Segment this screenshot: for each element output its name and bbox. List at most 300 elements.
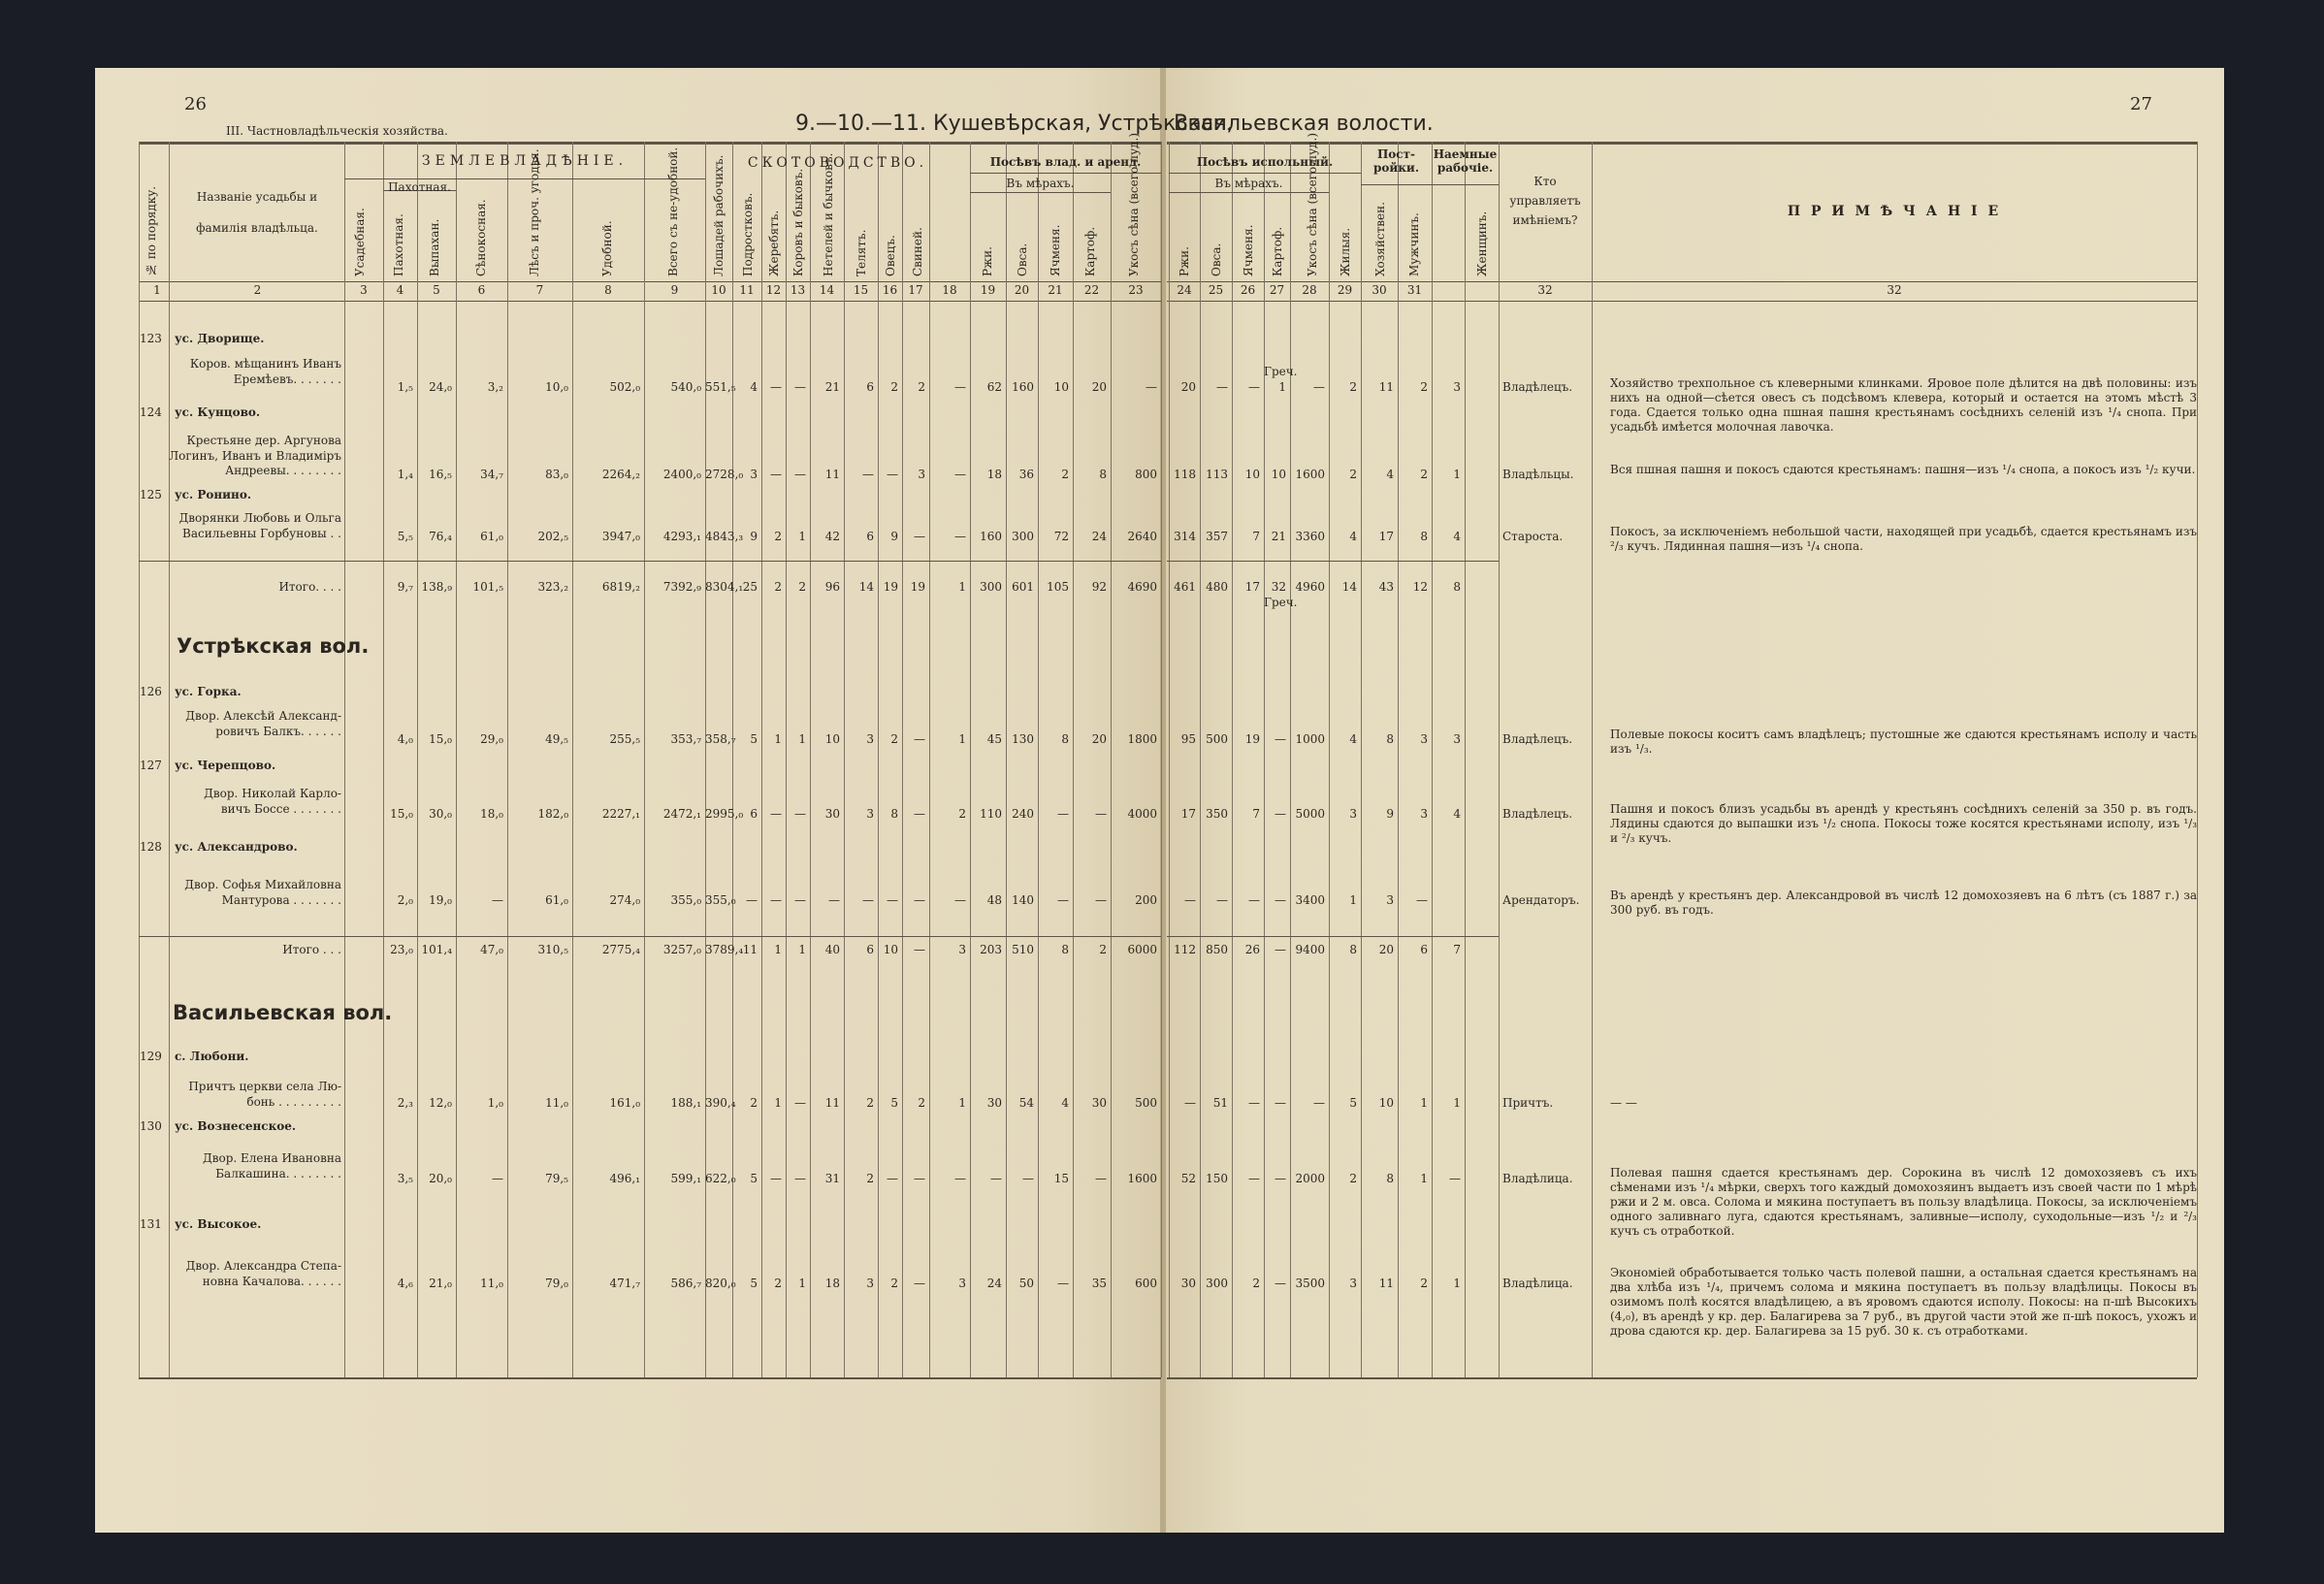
table-cell: — xyxy=(794,807,806,821)
table-cell: 274,₀ xyxy=(609,893,640,907)
table-cell: 118 xyxy=(1174,468,1196,481)
col-head-loshadi: Лошадей рабочихъ. xyxy=(712,154,726,276)
table-cell: 23,₀ xyxy=(390,943,413,956)
table-cell: 350 xyxy=(1206,807,1228,821)
table-cell: 26 xyxy=(1244,943,1260,956)
rule-line xyxy=(344,178,705,179)
owner-line: Еремѣевъ. . . . . . . xyxy=(233,372,341,386)
table-cell: 2 xyxy=(1099,943,1107,956)
estate-name: ус. Александрово. xyxy=(175,840,298,854)
table-cell: 8 xyxy=(1420,530,1428,543)
owner-line: Двор. Елена Ивановна xyxy=(202,1151,341,1165)
table-cell: — xyxy=(1057,807,1069,821)
manager-cell: Арендаторъ. xyxy=(1502,893,1580,907)
table-cell: 255,₅ xyxy=(609,732,640,746)
table-cell: 7392,₉ xyxy=(662,580,701,594)
col-head-notes: П Р И М Ѣ Ч А Н І Е xyxy=(1787,204,2002,219)
column-number: 19 xyxy=(980,283,996,297)
column-line xyxy=(417,142,418,1377)
table-cell: 4000 xyxy=(1127,807,1157,821)
table-cell: 2 xyxy=(1420,380,1428,394)
column-line xyxy=(1038,142,1039,1377)
col-head-sown-sub: Въ мѣрахъ. xyxy=(1006,177,1075,190)
table-cell: 8 xyxy=(1099,468,1107,481)
table-cell: 480 xyxy=(1206,580,1228,594)
rule-line xyxy=(139,281,1161,282)
table-cell: 8 xyxy=(1061,943,1069,956)
rule-line xyxy=(1361,184,1499,185)
table-cell: 5 xyxy=(750,1172,758,1185)
table-cell: 4 xyxy=(750,380,758,394)
manager-cell: Владѣльцы. xyxy=(1502,468,1574,481)
table-cell: — xyxy=(1216,380,1228,394)
column-number: 25 xyxy=(1208,283,1224,297)
table-cell: 17 xyxy=(1244,580,1260,594)
column-number: 3 xyxy=(360,283,368,297)
table-cell: 6 xyxy=(866,380,874,394)
row-number: 124 xyxy=(140,405,162,419)
table-cell: 5,₅ xyxy=(397,530,413,543)
table-cell: 7 xyxy=(1252,807,1260,821)
table-cell: 42 xyxy=(824,530,840,543)
table-cell: 19 xyxy=(1244,732,1260,746)
col-head-ovtsy: Овецъ. xyxy=(884,235,897,276)
column-number: 28 xyxy=(1302,283,1317,297)
table-cell: — xyxy=(1248,1096,1260,1110)
table-cell: 76,₄ xyxy=(429,530,452,543)
owner-line: Крестьяне дер. Аргунова xyxy=(186,434,341,447)
table-cell: 4,₀ xyxy=(397,732,413,746)
column-number: 9 xyxy=(670,283,679,297)
col-head-kartof2: Картоф. xyxy=(1271,226,1284,276)
estate-name: ус. Вознесенское. xyxy=(175,1119,297,1133)
table-cell: 6 xyxy=(750,807,758,821)
table-cell: 8 xyxy=(1349,943,1357,956)
table-cell: 45 xyxy=(986,732,1002,746)
table-cell: 30 xyxy=(1180,1277,1196,1290)
table-cell: 10,₀ xyxy=(545,380,568,394)
table-cell: 4 xyxy=(1386,468,1394,481)
table-cell: 8304,₁ xyxy=(705,580,744,594)
column-number: 32 xyxy=(1887,283,1902,297)
table-cell: 20 xyxy=(1091,380,1107,394)
table-cell: 2 xyxy=(798,580,806,594)
col-head-svinei: Свиней. xyxy=(911,227,924,276)
table-cell: 4293,₁ xyxy=(662,530,701,543)
owner-line: новна Качалова. . . . . . xyxy=(202,1275,341,1288)
table-cell: 130 xyxy=(1012,732,1034,746)
column-number: 16 xyxy=(882,283,898,297)
table-cell: 24 xyxy=(986,1277,1002,1290)
table-cell: 200 xyxy=(1135,893,1157,907)
column-number: 17 xyxy=(908,283,923,297)
table-cell: 2 xyxy=(1349,1172,1357,1185)
table-cell: 3360 xyxy=(1295,530,1325,543)
table-cell: 35 xyxy=(1091,1277,1107,1290)
table-cell: 160 xyxy=(1012,380,1034,394)
remark-cell: Пашня и покосъ близъ усадьбы въ арендѣ у крестьянъ сосѣднихъ селеній за 350 р. въ годъ. Лядины сдаются до выпашки изъ ¹/₂ снопа. Покосы тоже косятся крестьянами исполу, изъ ¹/₃ и ²/₃ кучъ. xyxy=(1610,802,2197,845)
total-label: Итого . . . xyxy=(282,943,341,956)
table-cell: 17 xyxy=(1180,807,1196,821)
table-cell: 600 xyxy=(1135,1277,1157,1290)
table-cell: 300 xyxy=(1012,530,1034,543)
table-cell: 300 xyxy=(1206,1277,1228,1290)
table-cell: — xyxy=(914,1277,925,1290)
remark-cell: Въ арендѣ у крестьянъ дер. Александровой въ числѣ 12 домохозяевъ на 6 лѣтъ (съ 1887 г.) за 300 руб. въ годъ. xyxy=(1610,889,2197,917)
table-cell: 2 xyxy=(1349,380,1357,394)
table-cell: 3 xyxy=(1453,380,1461,394)
col-head-oves: Овса. xyxy=(1016,242,1029,276)
col-head-ukos2: Укосъ сѣна (всего пуд.) xyxy=(1306,132,1319,276)
col-head-udobn: Удобной. xyxy=(600,220,614,276)
table-cell: — xyxy=(1275,1096,1286,1110)
table-cell: — xyxy=(770,468,782,481)
row-number: 123 xyxy=(140,332,162,345)
column-number: 5 xyxy=(433,283,440,297)
table-cell: 8 xyxy=(890,807,898,821)
table-cell: 160 xyxy=(980,530,1002,543)
table-cell: 240 xyxy=(1012,807,1034,821)
table-cell: 500 xyxy=(1135,1096,1157,1110)
table-cell: — xyxy=(1275,807,1286,821)
table-cell: 9 xyxy=(750,530,758,543)
table-cell: — xyxy=(1248,380,1260,394)
table-cell: 3947,₀ xyxy=(601,530,640,543)
manager-cell: Владѣлецъ. xyxy=(1502,732,1573,746)
col-head-who-c: имѣніемъ? xyxy=(1512,213,1578,227)
table-cell: 2227,₁ xyxy=(601,807,640,821)
column-line xyxy=(929,142,930,1377)
table-cell: 72 xyxy=(1053,530,1069,543)
table-cell: 1 xyxy=(798,943,806,956)
column-line xyxy=(1398,142,1399,1377)
estate-name: ус. Дворище. xyxy=(175,332,265,345)
column-line xyxy=(1499,142,1500,1377)
table-cell: 2 xyxy=(890,380,898,394)
table-cell: 203 xyxy=(980,943,1002,956)
table-cell: 182,₀ xyxy=(537,807,568,821)
table-cell: 5 xyxy=(750,732,758,746)
col-head-sown-group: Посѣвъ влад. и аренд. xyxy=(989,155,1142,169)
table-cell: 2 xyxy=(1349,468,1357,481)
table-cell: — xyxy=(1184,893,1196,907)
table-cell: — xyxy=(492,1172,503,1185)
table-cell: 8 xyxy=(1386,732,1394,746)
table-cell: 5000 xyxy=(1295,807,1325,821)
col-head-podrostki: Подростковъ. xyxy=(741,192,755,276)
column-number: 1 xyxy=(153,283,161,297)
table-cell: 12 xyxy=(1412,580,1428,594)
table-cell: 2,₀ xyxy=(397,893,413,907)
table-cell: 10 xyxy=(1244,468,1260,481)
owner-line: Логинъ, Иванъ и Владиміръ xyxy=(169,449,341,463)
table-cell: 62 xyxy=(986,380,1002,394)
table-cell: 9,₇ xyxy=(397,580,413,594)
table-cell: 3 xyxy=(866,1277,874,1290)
table-cell: 1 xyxy=(798,1277,806,1290)
table-cell: 36 xyxy=(1018,468,1034,481)
column-line xyxy=(844,142,845,1377)
estate-name: ус. Кунцово. xyxy=(175,405,261,419)
table-cell: 599,₁ xyxy=(670,1172,701,1185)
remark-cell: Покосъ, за исключеніемъ небольшой части, находящей при усадьбѣ, сдается крестьянамъ изъ ²/₃ кучъ. Лядинная пашня—изъ ¹/₄ снопа. xyxy=(1610,525,2197,553)
table-cell: — xyxy=(914,732,925,746)
rule-line xyxy=(139,142,1161,145)
table-cell: 47,₀ xyxy=(480,943,503,956)
table-cell: 11 xyxy=(742,943,758,956)
table-cell: 601 xyxy=(1012,580,1034,594)
table-cell: 2640 xyxy=(1127,530,1157,543)
table-cell: 9400 xyxy=(1295,943,1325,956)
owner-line: ровичъ Балкъ. . . . . . xyxy=(215,725,341,738)
table-cell: — xyxy=(1146,380,1157,394)
rule-line xyxy=(1167,301,2197,302)
column-line xyxy=(169,142,170,1377)
col-head-vypakh: Выпахан. xyxy=(428,218,441,276)
column-line xyxy=(1329,142,1330,1377)
owner-line: Коров. мѣщанинъ Иванъ xyxy=(189,357,341,371)
column-number: 22 xyxy=(1083,283,1100,297)
column-line xyxy=(1161,142,1162,1377)
table-cell: 1,₅ xyxy=(397,380,413,394)
col-head-land-group: ЗЕМЛЕВЛАДѢНІЕ. xyxy=(421,153,629,169)
owner-line: Двор. Александра Степа- xyxy=(185,1259,341,1273)
table-cell: 357 xyxy=(1206,530,1228,543)
table-cell: 113 xyxy=(1206,468,1228,481)
table-cell: 3789,₄ xyxy=(705,943,744,956)
table-cell: 31 xyxy=(824,1172,840,1185)
rule-line xyxy=(1167,1377,2197,1379)
column-line xyxy=(761,142,762,1377)
table-cell: 21,₀ xyxy=(429,1277,452,1290)
col-head-rzh2: Ржи. xyxy=(1178,246,1191,276)
total-label: Итого. . . . xyxy=(278,580,341,594)
page-number-right: 27 xyxy=(2130,94,2152,114)
column-line xyxy=(2197,142,2198,1377)
col-head-who-a: Кто xyxy=(1533,175,1557,188)
table-cell: 161,₀ xyxy=(609,1096,640,1110)
table-cell: 20,₀ xyxy=(429,1172,452,1185)
col-head-who-b: управляетъ xyxy=(1509,194,1581,208)
column-number: 11 xyxy=(739,283,755,297)
col-head-name-b: фамилія владѣльца. xyxy=(196,221,318,235)
table-cell: 3,₂ xyxy=(487,380,503,394)
owner-line: Дворянки Любовь и Ольга xyxy=(178,511,341,525)
table-cell: 34,₇ xyxy=(480,468,503,481)
table-cell: — xyxy=(954,380,966,394)
table-cell: 101,₄ xyxy=(421,943,452,956)
table-cell: 540,₀ xyxy=(670,380,701,394)
table-cell: 1 xyxy=(1453,468,1461,481)
table-cell: 52 xyxy=(1180,1172,1196,1185)
rule-line xyxy=(1169,173,1361,174)
table-cell: 50 xyxy=(1018,1277,1034,1290)
table-cell: 3 xyxy=(1349,807,1357,821)
table-cell: 21 xyxy=(1271,530,1286,543)
table-cell: 355,₀ xyxy=(705,893,736,907)
table-cell: 1800 xyxy=(1127,732,1157,746)
table-cell: 1600 xyxy=(1127,1172,1157,1185)
table-cell: 5 xyxy=(750,1277,758,1290)
table-cell: 1 xyxy=(774,732,782,746)
table-cell: — xyxy=(862,893,874,907)
table-cell: 14 xyxy=(858,580,874,594)
table-cell: 2 xyxy=(1252,1277,1260,1290)
rule-line xyxy=(139,936,1161,937)
table-cell: 8 xyxy=(1061,732,1069,746)
manager-cell: Владѣлица. xyxy=(1502,1172,1573,1185)
table-cell: — xyxy=(862,468,874,481)
table-cell: — xyxy=(794,468,806,481)
table-cell: — xyxy=(492,893,503,907)
owner-line: Мантурова . . . . . . . xyxy=(221,893,341,907)
table-cell: 8 xyxy=(1453,580,1461,594)
column-number: 29 xyxy=(1337,283,1353,297)
col-head-senok: Сѣнокосная. xyxy=(474,199,488,276)
column-line xyxy=(1264,142,1265,1377)
table-cell: 3 xyxy=(958,943,966,956)
table-cell: 95 xyxy=(1180,732,1196,746)
table-cell: 358,₇ xyxy=(705,732,736,746)
table-cell: — xyxy=(914,893,925,907)
table-cell: 79,₀ xyxy=(545,1277,568,1290)
table-cell: 1600 xyxy=(1295,468,1325,481)
owner-line: бонь . . . . . . . . . xyxy=(246,1095,341,1109)
row-number: 129 xyxy=(140,1050,162,1063)
table-cell: 3257,₀ xyxy=(662,943,701,956)
table-cell: 17 xyxy=(1378,530,1394,543)
column-number: 23 xyxy=(1128,283,1144,297)
table-cell: 202,₅ xyxy=(537,530,568,543)
column-line xyxy=(878,142,879,1377)
table-cell: — xyxy=(1416,893,1428,907)
table-cell: 7 xyxy=(1453,943,1461,956)
col-head-korovy: Коровъ и быковъ. xyxy=(791,168,805,276)
column-line xyxy=(1232,142,1233,1377)
table-cell: 3 xyxy=(1420,732,1428,746)
table-cell: 4,₆ xyxy=(397,1277,413,1290)
column-line xyxy=(1290,142,1291,1377)
col-head-arable-group: Пахотная. xyxy=(388,180,451,194)
column-number: 8 xyxy=(604,283,612,297)
table-cell: — xyxy=(1248,1172,1260,1185)
table-cell: — xyxy=(794,380,806,394)
table-cell: 2264,₂ xyxy=(601,468,640,481)
column-line xyxy=(1361,142,1362,1377)
row-number: 131 xyxy=(140,1217,162,1231)
table-cell: 850 xyxy=(1206,943,1228,956)
table-cell: 3 xyxy=(918,468,925,481)
section-heading-vasilev: Васильевская вол. xyxy=(173,1001,393,1024)
col-head-rzh: Ржи. xyxy=(981,246,994,276)
table-cell: — xyxy=(746,893,758,907)
table-cell: — xyxy=(914,807,925,821)
column-line xyxy=(1006,142,1007,1377)
table-cell: 11 xyxy=(1378,1277,1394,1290)
table-cell: 4 xyxy=(1453,530,1461,543)
row-number: 128 xyxy=(140,840,162,854)
table-cell: 20 xyxy=(1091,732,1107,746)
table-cell: — xyxy=(1184,1096,1196,1110)
estate-name: ус. Ронино. xyxy=(175,488,252,501)
table-cell: — xyxy=(1275,1172,1286,1185)
table-cell: 3 xyxy=(1386,893,1394,907)
table-cell: 30,₀ xyxy=(429,807,452,821)
col-head-usadebn: Усадебная. xyxy=(353,208,367,276)
table-cell: 1,₄ xyxy=(397,468,413,481)
table-cell: 2472,₁ xyxy=(662,807,701,821)
table-cell: 83,₀ xyxy=(545,468,568,481)
table-cell: 2 xyxy=(890,1277,898,1290)
table-cell: — xyxy=(1449,1172,1461,1185)
table-cell: 3500 xyxy=(1295,1277,1325,1290)
column-number: 18 xyxy=(942,283,957,297)
column-number: 32 xyxy=(1537,283,1553,297)
col-head-hired: Наемные рабочіе. xyxy=(1433,147,1498,175)
table-cell: 24,₀ xyxy=(429,380,452,394)
table-cell: 1 xyxy=(1453,1277,1461,1290)
table-cell: 54 xyxy=(1018,1096,1034,1110)
col-head-netel: Нетелей и бычковъ. xyxy=(822,152,835,276)
table-cell: 551,₅ xyxy=(705,380,736,394)
table-cell: 500 xyxy=(1206,732,1228,746)
column-line xyxy=(456,142,457,1377)
table-cell: 11 xyxy=(824,468,840,481)
rule-line xyxy=(1167,561,1499,562)
col-head-yachm: Ячменя. xyxy=(1049,224,1062,276)
title-right: Васильевская волости. xyxy=(1174,112,1434,136)
table-cell: 5 xyxy=(1349,1096,1357,1110)
column-number: 27 xyxy=(1269,283,1285,297)
table-cell: 140 xyxy=(1012,893,1034,907)
table-cell: 1 xyxy=(1420,1096,1428,1110)
table-cell: 2 xyxy=(866,1172,874,1185)
column-number: 13 xyxy=(790,283,806,297)
table-cell: 1 xyxy=(798,530,806,543)
rule-line xyxy=(139,301,1161,302)
table-cell: — xyxy=(770,380,782,394)
table-cell: 622,₀ xyxy=(705,1172,736,1185)
col-head-les: Лѣсъ и проч. угодья. xyxy=(528,148,541,276)
table-cell: 32 xyxy=(1271,580,1286,594)
col-head-zhil: Жилыя. xyxy=(1339,227,1352,276)
table-cell: 2 xyxy=(750,1096,758,1110)
section-heading: III. Частновладѣльческія хозяйства. xyxy=(226,124,448,138)
column-line xyxy=(1169,142,1170,1377)
col-head-oves2: Овса. xyxy=(1210,242,1223,276)
page-number-left: 26 xyxy=(184,94,207,114)
table-cell: 2 xyxy=(918,1096,925,1110)
table-cell: 1 xyxy=(774,943,782,956)
table-cell: 2775,₄ xyxy=(601,943,640,956)
column-line xyxy=(1432,142,1433,1377)
table-cell: — xyxy=(914,530,925,543)
table-cell: 2 xyxy=(918,380,925,394)
table-cell: 4690 xyxy=(1127,580,1157,594)
row-number: 125 xyxy=(140,488,162,501)
table-cell: 353,₇ xyxy=(670,732,701,746)
table-cell: 61,₀ xyxy=(545,893,568,907)
column-line xyxy=(644,142,645,1377)
table-cell: 496,₁ xyxy=(609,1172,640,1185)
table-cell: 2 xyxy=(866,1096,874,1110)
table-cell: — xyxy=(1216,893,1228,907)
section-heading-ustrek: Устрѣкская вол. xyxy=(177,634,370,658)
col-head-khoz: Хозяйствен. xyxy=(1373,202,1387,276)
table-cell: 10 xyxy=(1053,380,1069,394)
table-cell: 310,₅ xyxy=(537,943,568,956)
estate-name: с. Любони. xyxy=(175,1050,249,1063)
